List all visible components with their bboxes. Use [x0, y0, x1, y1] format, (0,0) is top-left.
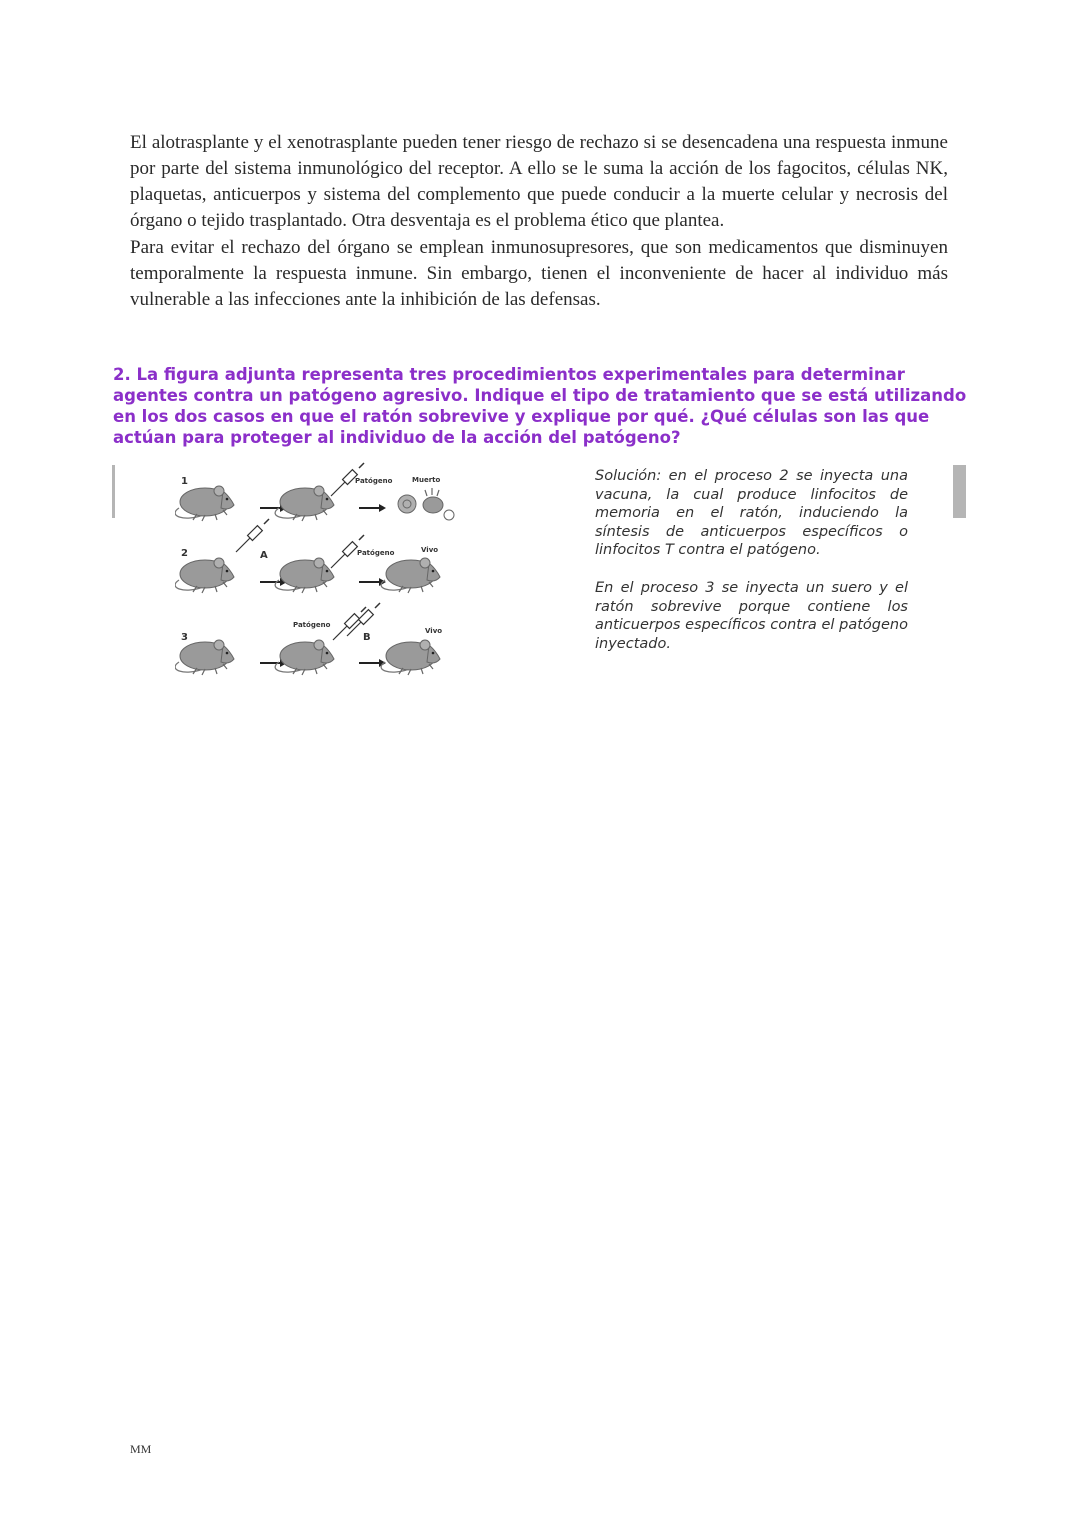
- footer-initials: MM: [130, 1442, 152, 1456]
- experiment-figure: [175, 460, 475, 690]
- row-1-injection-label: Patógeno: [355, 477, 393, 485]
- solution-paragraph-1: Solución: en el proceso 2 se inyecta una vacuna, la cual produce linfocitos de memoria en el ratón, induciendo la síntesis de anticuerpos específicos o linfocitos T contra el patógeno.: [595, 468, 908, 558]
- row-1-arrow-2: [359, 504, 386, 512]
- row-2-syringe-a-icon: [236, 519, 269, 552]
- right-scroll-bar: [953, 465, 966, 518]
- row-1-mouse-injected: [275, 486, 334, 521]
- row-2-injection-label: Patógeno: [357, 549, 395, 557]
- row-3-extra-label: B: [363, 632, 371, 643]
- row-2-pre-label: A: [260, 550, 268, 561]
- paragraph-immunosuppressants: Para evitar el rechazo del órgano se emplean inmunosupresores, que son medicamentos que disminuyen temporalmente la respuesta inmune. Sin embargo, tienen el inconveniente de hacer al individuo más vulnerable a las infecciones ante la inhibición de las defensas.: [130, 237, 948, 310]
- left-margin-bar: [112, 465, 115, 518]
- row-1-number: 1: [181, 476, 188, 487]
- question-2: 2. La figura adjunta representa tres procedimientos experimentales para determinar agentes contra un patógeno agresivo. Indique el tipo de tratamiento que se está utilizando en los dos casos en que el ratón sobrevive y explique por qué. ¿Qué células son las que actúan para proteger al individuo de la acción del patógeno?: [113, 365, 967, 447]
- row-3-syringe-icon: [333, 607, 366, 640]
- row-3-injection-label: Patógeno: [293, 621, 331, 629]
- row-3-mouse-injected: [275, 640, 334, 675]
- row-2-number: 2: [181, 548, 188, 559]
- dead-mouse-icon: [398, 488, 454, 520]
- row-1-result-label: Muerto: [412, 476, 441, 484]
- row-2-result-label: Vivo: [421, 546, 439, 554]
- row-2-mouse-alive: [381, 558, 440, 593]
- row-1-mouse-start: [175, 486, 234, 521]
- row-2-mouse-start: [175, 558, 234, 593]
- row-3-mouse-alive: [381, 640, 440, 675]
- row-3-mouse-start: [175, 640, 234, 675]
- paragraph-transplant-risk: El alotrasplante y el xenotrasplante pueden tener riesgo de rechazo si se desencadena una respuesta inmune por parte del sistema inmunológico del receptor. A ello se le suma la acción de los fagocitos, células NK, plaquetas, anticuerpos y sistema del complemento que puede conducir a la muerte celular y necrosis del órgano o tejido trasplantado. Otra desventaja es el problema ético que plantea.: [130, 132, 948, 231]
- solution-paragraph-2: En el proceso 3 se inyecta un suero y el ratón sobrevive porque contiene los anticuerpos específicos contra el patógeno inyectado.: [595, 580, 908, 652]
- row-3-result-label: Vivo: [425, 627, 443, 635]
- row-2-mouse-injected: [275, 558, 334, 593]
- row-3-number: 3: [181, 632, 188, 643]
